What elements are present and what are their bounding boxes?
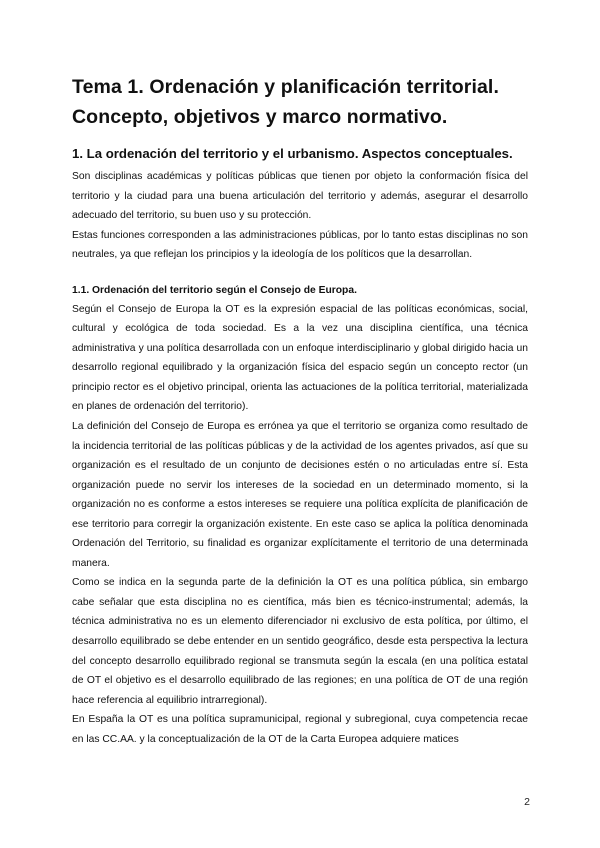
section-1-paragraph-2: Estas funciones corresponden a las administraciones públicas, por lo tanto estas disciplinas no son neutrales, ya que reflejan los principios y la ideología de los políticos que la desarrollan.: [72, 229, 528, 261]
section-1-paragraph-1: Son disciplinas académicas y políticas públicas que tienen por objeto la conformación física del territorio y la ciudad para una buena articulación del territorio y además, asegurar el desarrollo adecuado del territorio, su buen uso y su protección.: [72, 171, 528, 222]
page-number: 2: [524, 796, 530, 808]
section-1-1-paragraph-2: La definición del Consejo de Europa es errónea ya que el territorio se organiza como resultado de la incidencia territorial de las políticas públicas y de la actividad de los agentes privados, así que su organización es el resultado de un conjunto de decisiones estén o no articuladas entre sí. Esta organización puede no servir los intereses de la sociedad en un determinado momento, si la organización no es conforme a estos intereses se requiere una política explícita de planificación de ese territorio para corregir la organización existente. En este caso se aplica la política denominada Ordenación del Territorio, su finalidad es organizar explícitamente el territorio de una determinada manera.: [72, 421, 528, 569]
document-title-line-1: Tema 1. Ordenación y planificación territorial.: [72, 76, 499, 98]
section-1-1-paragraph-1: Según el Consejo de Europa la OT es la expresión espacial de las políticas económicas, social, cultural y ecológica de toda sociedad. Es a la vez una disciplina científica, una técnica administrativa y una política desarrollada con un enfoque interdisciplinario y global dirigido hacia un desarrollo regional equilibrado y la organización física del espacio según un concepto rector (un principio rector es el objetivo principal, orienta las actuaciones de la política territorial, materializada en planes de ordenación del territorio).: [72, 303, 528, 413]
section-1-heading: 1. La ordenación del territorio y el urbanismo. Aspectos conceptuales.: [72, 146, 513, 161]
section-1-1-heading: 1.1. Ordenación del territorio según el Consejo de Europa.: [72, 284, 357, 296]
section-spacer: [72, 265, 528, 282]
section-1-1-paragraph-3: Como se indica en la segunda parte de la definición la OT es una política pública, sin embargo cabe señalar que esta disciplina no es científica, más bien es técnico-instrumental; además, la técnica administrativa no es un elemento diferenciador ni exclusivo de esta política, por último, el desarrollo equilibrado se debe entender en un sentido geográfico, desde esta perspectiva la lectura del concepto desarrollo equilibrado regional se transmuta según la escala (en una política estatal de OT el objetivo es el desarrollo equilibrado de las regiones; en una política de OT de una región hace referencia al equilibrio intrarregional).: [72, 577, 528, 706]
section-1-1-paragraph-4: En España la OT es una política supramunicipal, regional y subregional, cuya competencia recae en las CC.AA. y la conceptualización de la OT de la Carta Europea adquiere matices: [72, 714, 528, 745]
document-title: [72, 72, 528, 132]
document-title-line-2: Concepto, objetivos y marco normativo.: [72, 106, 448, 128]
document-page: [72, 72, 528, 749]
